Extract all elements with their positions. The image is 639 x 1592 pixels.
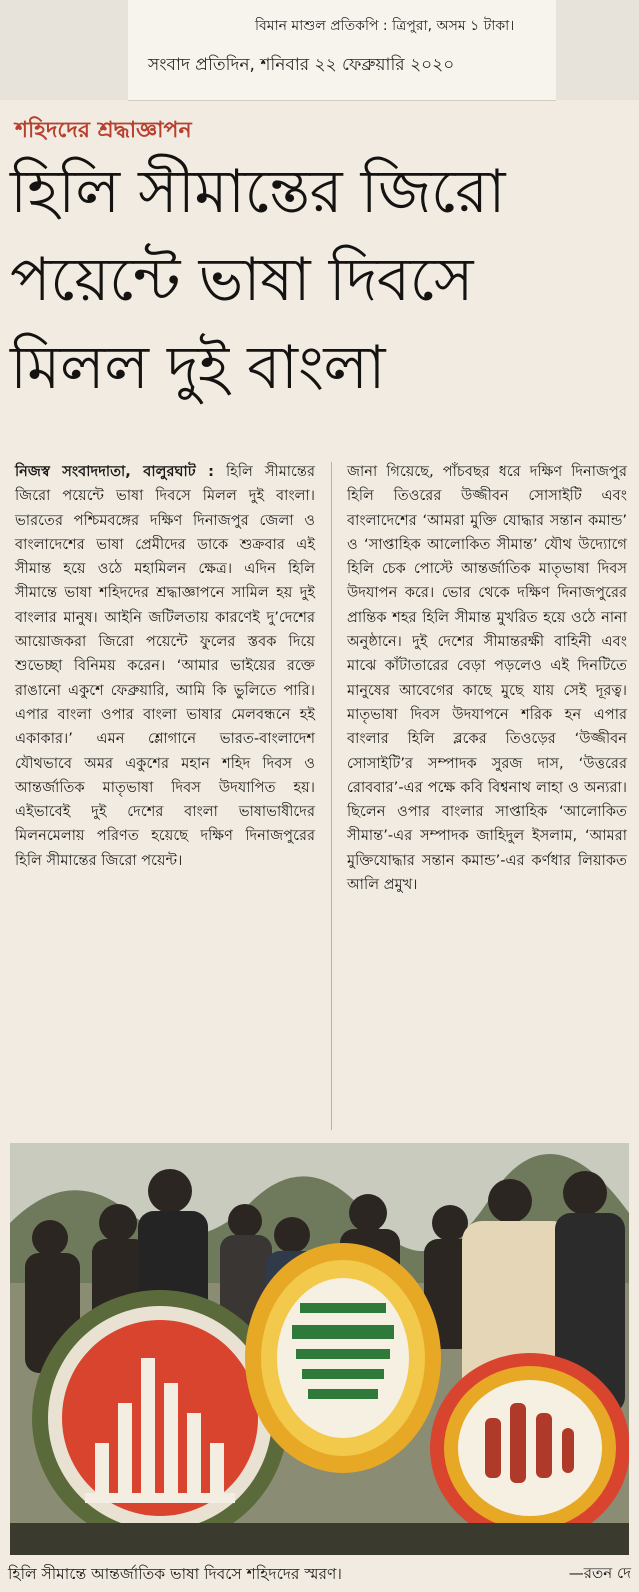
column-divider (331, 462, 332, 1130)
news-photo (10, 1143, 629, 1555)
headline-line-2: পয়েন্টে ভাষা দিবসে (10, 245, 474, 315)
dateline: সংবাদ প্রতিদিন, শনিবার ২২ ফেব্রুয়ারি ২০২০ (148, 55, 455, 75)
headline-line-3: মিলল দুই বাংলা (10, 333, 385, 403)
article-column-1 (15, 460, 315, 873)
wreath-center (245, 1243, 441, 1473)
article-column-2 (347, 460, 627, 897)
headline-line-1: হিলি সীমান্তের জিরো (10, 157, 506, 227)
photo-credit: —রতন দে (568, 1564, 631, 1582)
photo-illustration (10, 1143, 629, 1555)
kicker: শহিদদের শ্রদ্ধাজ্ঞাপন (15, 118, 192, 143)
column-2-text: জানা গিয়েছে, পাঁচবছর ধরে দক্ষিণ দিনাজপুর হিলি তিওরের উজ্জীবন সোসাইটি এবং বাংলাদেশের ‘আমরা মুক্তি যোদ্ধার সন্তান কমান্ড’ ও ‘সাপ্তাহিক আলোকিত সীমান্ত’ যৌথ উদ্যোগে হিলি চেক পোস্টে আন্তর্জাতিক মাতৃভাষা দিবস উদযাপন করে। ভোর থেকে দক্ষিণ দিনাজপুরের প্রান্তিক শহর হিলি সীমান্ত মুখরিত হয়ে ওঠে নানা অনুষ্ঠানে। দুই দেশের সীমান্তরক্ষী বাহিনী এবং মাঝে কাঁটাতারের বেড়া পড়লেও এই দিনটিতে মানুষের আবেগের কাছে মুছে যায় সেই দূরত্ব। মাতৃভাষা দিবস উদযাপনে শরিক হন এপার বাংলার হিলি ব্লকের তিওড়ের ‘উজ্জীবন সোসাইটি’র সম্পাদক সুরজ দাস, ‘উত্তরের রোববার’-এর পক্ষে কবি বিশ্বনাথ লাহা ও অন্যরা। ছিলেন ওপার বাংলার সাপ্তাহিক ‘আলোকিত সীমান্ত’-এর সম্পাদক জাহিদুল ইসলাম, ‘আমরা মুক্তিযোদ্ধার সন্তান কমান্ড’-এর কর্ণধার লিয়াকত আলি প্রমুখ। (347, 463, 627, 894)
wreath-right (430, 1353, 629, 1543)
headline (10, 148, 630, 412)
price-note: বিমান মাশুল প্রতিকপি : ত্রিপুরা, অসম ১ টাকা। (255, 18, 515, 34)
byline: নিজস্ব সংবাদদাতা, বালুরঘাট : (15, 463, 214, 480)
column-1-text: হিলি সীমান্তের জিরো পয়েন্টে ভাষা দিবসে মিলল দুই বাংলা। ভারতের পশ্চিমবঙ্গের দক্ষিণ দিনাজপুর জেলা ও বাংলাদেশের ভাষা প্রেমীদের ডাকে শুক্রবার এই সীমান্ত হয়ে ওঠে মহামিলন ক্ষেত্র। এদিন হিলি সীমান্তে ভাষা শহিদদের শ্রদ্ধাজ্ঞাপনে সামিল হয় দুই বাংলার মানুষ। আইনি জটিলতায় কারণেই দু’দেশের আয়োজকরা জিরো পয়েন্টে ফুলের স্তবক দিয়ে শুভেচ্ছা বিনিময় করেন। ‘আমার ভাইয়ের রক্তে রাঙানো একুশে ফেব্রুয়ারি, আমি কি ভুলিতে পারি। এপার বাংলা ওপার বাংলা ভাষার মেলবন্ধনে হই একাকার।’ এমন শ্লোগানে ভারত-বাংলাদেশ যৌথভাবে অমর একুশের মহান শহিদ দিবস ও আন্তর্জাতিক মাতৃভাষা দিবস উদযাপিত হয়। এইভাবেই দুই দেশের বাংলা ভাষাভাষীদের মিলনমেলায় পরিণত হয়েছে দক্ষিণ দিনাজপুরের হিলি সীমান্তের জিরো পয়েন্ট। (15, 463, 315, 869)
photo-caption: হিলি সীমান্তে আন্তর্জাতিক ভাষা দিবসে শহিদদের স্মরণ। (8, 1565, 342, 1583)
